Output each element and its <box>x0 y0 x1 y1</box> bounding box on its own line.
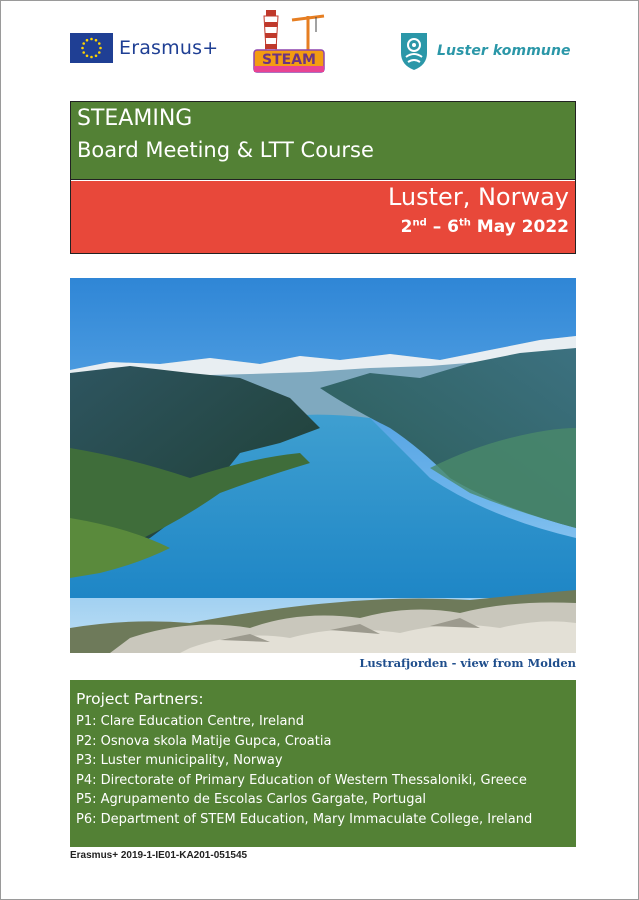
event-location: Luster, Norway <box>387 183 569 211</box>
fjord-photo <box>70 278 576 653</box>
project-partners-box <box>70 680 576 847</box>
date-separator: – <box>426 217 448 237</box>
title-green-band <box>71 102 575 180</box>
partner-item: P5: Agrupamento de Escolas Carlos Gargate, Portugal <box>76 792 427 807</box>
partners-heading: Project Partners: <box>76 690 204 708</box>
steam-logo-text: STEAM <box>262 52 316 68</box>
eu-flag-icon <box>70 33 113 63</box>
project-reference-code: Erasmus+ 2019-1-IE01-KA201-051545 <box>70 850 248 861</box>
partner-item: P2: Osnova skola Matije Gupca, Croatia <box>76 733 332 749</box>
title-box <box>70 101 576 254</box>
partner-item: P1: Clare Education Centre, Ireland <box>76 714 305 729</box>
date-end-num: 6 <box>447 217 459 237</box>
date-start-num: 2 <box>400 217 413 237</box>
erasmus-logo-text: Erasmus+ <box>119 37 219 59</box>
project-title: STEAMING <box>77 106 193 131</box>
partner-item: P6: Department of STEM Education, Mary Immaculate College, Ireland <box>76 811 533 827</box>
event-dates <box>401 217 569 237</box>
luster-logo-text: Luster kommune <box>437 43 571 59</box>
title-red-band <box>71 181 575 253</box>
event-title: Board Meeting & LTT Course <box>77 138 374 162</box>
partner-item: P3: Luster municipality, Norway <box>76 753 283 768</box>
luster-crest-icon <box>399 31 429 71</box>
date-start-suffix: nd <box>412 217 427 229</box>
erasmus-logo <box>70 33 218 63</box>
luster-kommune-logo <box>399 31 571 71</box>
photo-caption: Lustrafjorden - view from Molden <box>359 656 576 670</box>
date-end-suffix: th <box>458 217 471 229</box>
date-rest: May 2022 <box>470 217 569 237</box>
partner-item: P4: Directorate of Primary Education of Western Thessaloniki, Greece <box>76 772 527 788</box>
steam-logo <box>250 6 328 76</box>
